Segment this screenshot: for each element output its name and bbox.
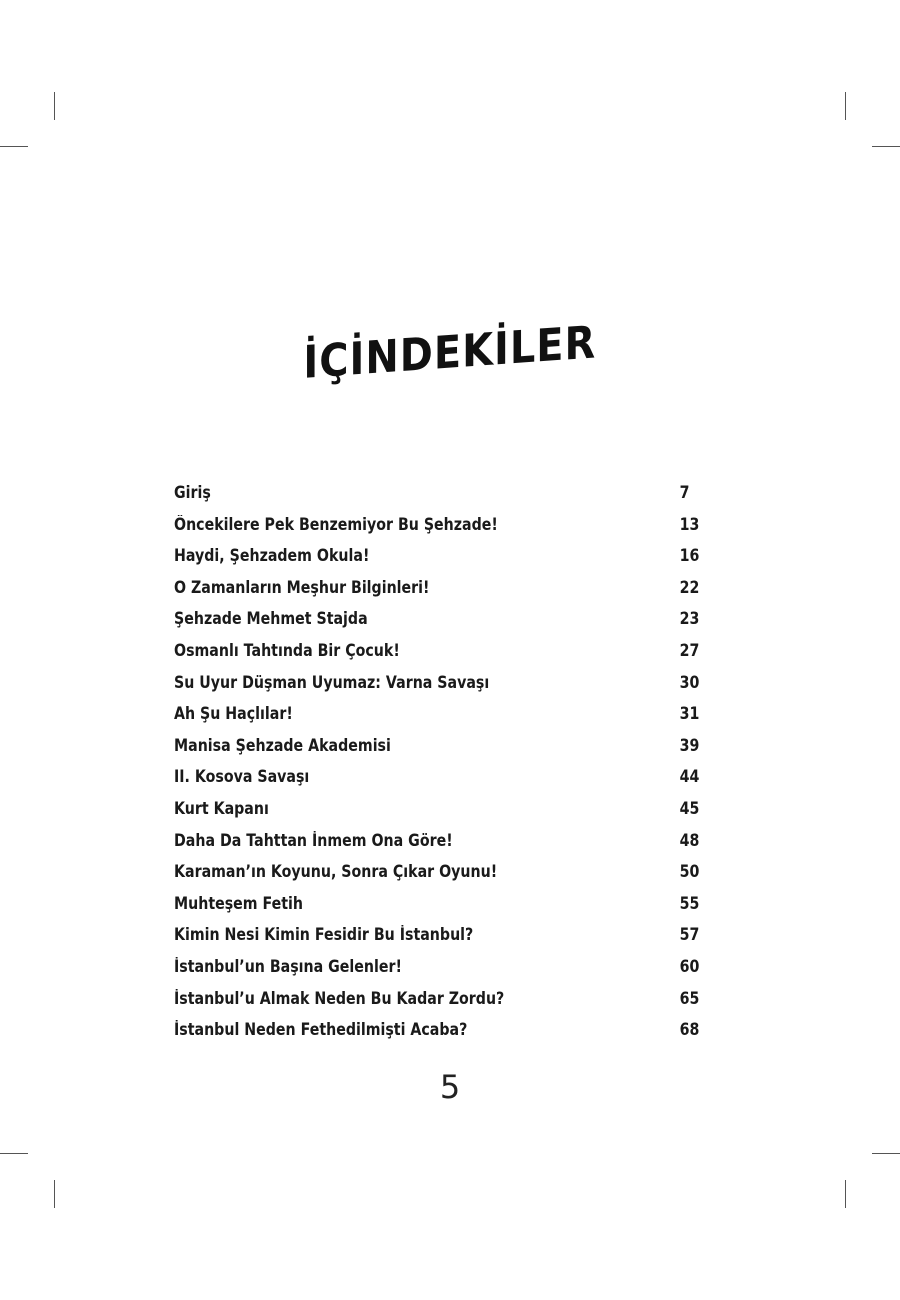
- toc-entry-page: 44: [679, 767, 700, 787]
- toc-entry-page: 31: [679, 704, 700, 724]
- toc-entry-label: İstanbul Neden Fethedilmişti Acaba?: [174, 1020, 468, 1040]
- toc-entry: [174, 730, 705, 762]
- toc-entry-page: 55: [679, 893, 700, 913]
- toc-entry-label: Su Uyur Düşman Uyumaz: Varna Savaşı: [174, 672, 490, 692]
- toc-entry-label: O Zamanların Meşhur Bilginleri!: [174, 577, 430, 597]
- toc-entry-page: 23: [679, 609, 700, 629]
- toc-entry: [174, 856, 705, 888]
- toc-entry-label: Şehzade Mehmet Stajda: [174, 609, 368, 629]
- crop-mark-bottom-left-vertical: [54, 1180, 55, 1208]
- toc-entry: [174, 888, 705, 920]
- crop-mark-top-left-horizontal: [0, 146, 28, 147]
- toc-entry: [174, 793, 705, 825]
- toc-entry: [174, 698, 705, 730]
- toc-entry: [174, 603, 705, 635]
- toc-entry-page: 30: [679, 672, 700, 692]
- crop-mark-top-right-horizontal: [872, 146, 900, 147]
- toc-entry-page: 60: [679, 956, 700, 976]
- toc-entry-page: 7: [679, 483, 690, 502]
- toc-entry-label: Öncekilere Pek Benzemiyor Bu Şehzade!: [174, 514, 498, 534]
- toc-entry-page: 16: [679, 546, 700, 566]
- toc-entry: [174, 635, 705, 667]
- toc-entry-label: İstanbul’un Başına Gelenler!: [174, 956, 402, 976]
- toc-entry-label: Manisa Şehzade Akademisi: [174, 735, 391, 755]
- toc-entry: [174, 951, 705, 983]
- toc-entry-page: 27: [679, 640, 700, 660]
- crop-mark-bottom-right-vertical: [845, 1180, 846, 1208]
- toc-entry-label: İstanbul’u Almak Neden Bu Kadar Zordu?: [174, 988, 505, 1008]
- toc-entry-page: 45: [679, 798, 700, 818]
- toc-entry-label: Kurt Kapanı: [174, 798, 269, 818]
- toc-entry: [174, 761, 705, 793]
- toc-entry-label: II. Kosova Savaşı: [174, 767, 310, 787]
- toc-entry-label: Giriş: [174, 483, 211, 502]
- page-title-text: İÇİNDEKİLER: [303, 316, 597, 390]
- page-title: [0, 316, 900, 390]
- crop-mark-bottom-left-horizontal: [0, 1153, 28, 1154]
- toc-entry-label: Osmanlı Tahtında Bir Çocuk!: [174, 640, 400, 660]
- toc-entry-page: 65: [679, 988, 700, 1008]
- toc-entry-page: 39: [679, 735, 700, 755]
- toc-entry-label: Kimin Nesi Kimin Fesidir Bu İstanbul?: [174, 925, 474, 945]
- toc-entry: [174, 540, 705, 572]
- toc-entry-page: 22: [679, 577, 700, 597]
- toc-entry: [174, 477, 705, 509]
- page-number: 5: [439, 1068, 461, 1106]
- toc-entry: [174, 509, 705, 541]
- toc-entry-page: 57: [679, 925, 700, 945]
- toc-entry-label: Daha Da Tahttan İnmem Ona Göre!: [174, 830, 453, 850]
- toc-entry: [174, 667, 705, 699]
- toc-entry-page: 13: [679, 514, 700, 534]
- toc-entry: [174, 572, 705, 604]
- toc-entry: [174, 919, 705, 951]
- toc-entry: [174, 983, 705, 1015]
- toc-entry-page: 50: [679, 862, 700, 882]
- toc-entry-label: Karaman’ın Koyunu, Sonra Çıkar Oyunu!: [174, 862, 498, 882]
- toc-entry-page: 68: [679, 1020, 700, 1040]
- toc-entry-label: Muhteşem Fetih: [174, 893, 304, 913]
- toc-entry-page: 48: [679, 830, 700, 850]
- toc-entry: [174, 1014, 705, 1046]
- crop-mark-top-right-vertical: [845, 92, 846, 120]
- crop-mark-bottom-right-horizontal: [872, 1153, 900, 1154]
- toc-entry: [174, 825, 705, 857]
- crop-mark-top-left-vertical: [54, 92, 55, 120]
- toc-entry-label: Haydi, Şehzadem Okula!: [174, 546, 370, 566]
- toc-entry-label: Ah Şu Haçlılar!: [174, 704, 293, 724]
- table-of-contents: [174, 477, 706, 1046]
